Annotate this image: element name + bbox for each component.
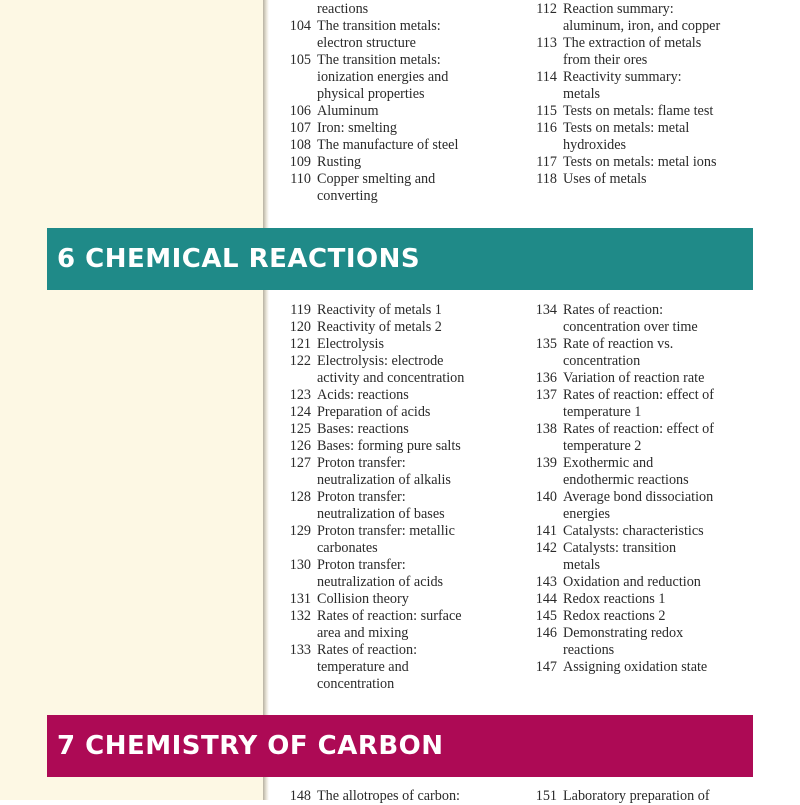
- contents-column-left: [283, 302, 523, 693]
- entry-title: [563, 120, 773, 154]
- contents-entry: [283, 642, 523, 693]
- entry-title: [317, 387, 523, 404]
- entry-title: [317, 154, 523, 171]
- entry-title-line: Redox reactions 2: [563, 608, 666, 624]
- contents-entry: [283, 608, 523, 642]
- entry-title: [563, 370, 773, 387]
- entry-number: 148: [289, 788, 311, 804]
- contents-entry: [283, 591, 523, 608]
- entry-number: 143: [535, 574, 557, 590]
- entry-title: [317, 302, 523, 319]
- entry-number: 109: [289, 154, 311, 170]
- contents-entry: [283, 302, 523, 319]
- contents-entry: [283, 1, 523, 18]
- entry-number: 142: [535, 540, 557, 556]
- contents-entry: [529, 1, 773, 35]
- entry-title-line: Proton transfer:: [317, 489, 406, 505]
- entry-number: 119: [290, 302, 311, 318]
- entry-title-line: Proton transfer:: [317, 557, 406, 573]
- entry-title: [317, 336, 523, 353]
- entry-number: 115: [536, 103, 557, 119]
- entry-title: [317, 353, 523, 387]
- entry-title: [563, 455, 773, 489]
- entry-title-line: Collision theory: [317, 591, 409, 607]
- entry-title: [317, 438, 523, 455]
- entry-number: 134: [535, 302, 557, 318]
- entry-title: [317, 52, 523, 103]
- contents-entry: [529, 608, 773, 625]
- contents-entry: [283, 353, 523, 387]
- contents-entry: [529, 788, 773, 805]
- contents-entry: [529, 421, 773, 455]
- contents-entry: [529, 171, 773, 188]
- entry-number: 125: [289, 421, 311, 437]
- entry-title-line: converting: [317, 188, 378, 204]
- entry-title-line: energies: [563, 506, 611, 522]
- entry-title: [563, 625, 773, 659]
- entry-title-line: temperature and: [317, 659, 409, 675]
- contents-column-right: [529, 1, 773, 188]
- entry-number: 121: [289, 336, 311, 352]
- entry-title-line: concentration: [563, 353, 641, 369]
- section-6-title: 6 CHEMICAL REACTIONS: [57, 244, 421, 274]
- entry-title-line: Bases: forming pure salts: [317, 438, 461, 454]
- entry-number: 128: [289, 489, 311, 505]
- entry-number: 151: [535, 788, 557, 804]
- entry-title-line: Rates of reaction:: [317, 642, 418, 658]
- entry-title-line: Aluminum: [317, 103, 379, 119]
- entry-title: [317, 455, 523, 489]
- contents-entry: [529, 659, 773, 676]
- entry-title-line: Demonstrating redox: [563, 625, 684, 641]
- entry-title-line: Tests on metals: flame test: [563, 103, 714, 119]
- entry-title-line: Proton transfer: metallic: [317, 523, 455, 539]
- entry-title: [317, 608, 523, 642]
- entry-number: 130: [289, 557, 311, 573]
- entry-number: 117: [536, 154, 557, 170]
- entry-title-line: Rate of reaction vs.: [563, 336, 674, 352]
- entry-title-line: electron structure: [317, 35, 416, 51]
- entry-title-line: Rates of reaction: effect of: [563, 421, 714, 437]
- entry-title-line: Exothermic and: [563, 455, 654, 471]
- entry-title: [563, 336, 773, 370]
- entry-title-line: Bases: reactions: [317, 421, 409, 437]
- entry-title-line: The allotropes of carbon:: [317, 788, 461, 804]
- entry-title-line: Rates of reaction: surface: [317, 608, 462, 624]
- contents-entry: [283, 438, 523, 455]
- entry-title: [317, 557, 523, 591]
- entry-title-line: Rusting: [317, 154, 362, 170]
- entry-number: 135: [535, 336, 557, 352]
- entry-title-line: Rates of reaction: effect of: [563, 387, 714, 403]
- entry-title-line: The transition metals:: [317, 52, 441, 68]
- entry-number: 106: [289, 103, 311, 119]
- entry-title-line: carbonates: [317, 540, 378, 556]
- entry-title-line: Reactivity of metals 1: [317, 302, 442, 318]
- entry-number: 136: [535, 370, 557, 386]
- entry-number: 108: [289, 137, 311, 153]
- contents-entry: [283, 421, 523, 438]
- entry-number: 141: [535, 523, 557, 539]
- entry-title-line: endothermic reactions: [563, 472, 689, 488]
- contents-entry: [283, 52, 523, 103]
- entry-title-line: area and mixing: [317, 625, 409, 641]
- entry-title-line: Average bond dissociation: [563, 489, 714, 505]
- contents-entry: [283, 788, 523, 805]
- entry-number: 146: [535, 625, 557, 641]
- contents-entry: [529, 120, 773, 154]
- entry-title: [563, 1, 773, 35]
- entry-title: [563, 591, 773, 608]
- section-7-banner: [47, 715, 753, 777]
- contents-column-right: [529, 788, 773, 805]
- contents-entry: [529, 154, 773, 171]
- contents-entry: [283, 103, 523, 120]
- entry-number: 138: [535, 421, 557, 437]
- entry-title-line: Oxidation and reduction: [563, 574, 701, 590]
- contents-entry: [283, 319, 523, 336]
- entry-title-line: Tests on metals: metal: [563, 120, 690, 136]
- entry-number: 118: [536, 171, 557, 187]
- contents-entry: [529, 625, 773, 659]
- entry-title-line: Rates of reaction:: [563, 302, 664, 318]
- entry-number: 116: [536, 120, 557, 136]
- entry-title: [563, 387, 773, 421]
- contents-entry: [283, 557, 523, 591]
- entry-title-line: neutralization of bases: [317, 506, 445, 522]
- entry-title: [563, 659, 773, 676]
- entry-title: [317, 137, 523, 154]
- entry-title: [317, 642, 523, 693]
- entry-number: 104: [289, 18, 311, 34]
- entry-title-line: metals: [563, 557, 601, 573]
- entry-number: 124: [289, 404, 311, 420]
- contents-entry: [283, 18, 523, 52]
- entry-number: 140: [535, 489, 557, 505]
- entry-title-line: reactions: [317, 1, 369, 17]
- entry-number: 144: [535, 591, 557, 607]
- contents-entry: [283, 489, 523, 523]
- contents-entry: [283, 137, 523, 154]
- cream-margin: [0, 0, 263, 800]
- entry-title-line: Variation of reaction rate: [563, 370, 705, 386]
- entry-title: [317, 421, 523, 438]
- entry-title: [563, 171, 773, 188]
- entry-title: [563, 35, 773, 69]
- contents-entry: [529, 540, 773, 574]
- entry-title: [563, 523, 773, 540]
- entry-title: [563, 574, 773, 591]
- entry-title: [317, 489, 523, 523]
- contents-entry: [283, 523, 523, 557]
- contents-entry: [529, 103, 773, 120]
- entry-title-line: The extraction of metals: [563, 35, 702, 51]
- entry-title: [317, 18, 523, 52]
- entry-number: 127: [289, 455, 311, 471]
- entry-title: [563, 103, 773, 120]
- entry-title-line: Reactivity of metals 2: [317, 319, 442, 335]
- entry-number: 129: [289, 523, 311, 539]
- entry-title-line: The manufacture of steel: [317, 137, 459, 153]
- entry-title: [563, 421, 773, 455]
- entry-title-line: The transition metals:: [317, 18, 441, 34]
- entry-title: [563, 788, 773, 805]
- contents-column-right: [529, 302, 773, 676]
- entry-number: 105: [289, 52, 311, 68]
- entry-title: [563, 540, 773, 574]
- entry-title-line: Reaction summary:: [563, 1, 674, 17]
- entry-title: [317, 404, 523, 421]
- entry-number: 122: [289, 353, 311, 369]
- contents-entry: [529, 523, 773, 540]
- contents-entry: [529, 387, 773, 421]
- entry-title-line: Reactivity summary:: [563, 69, 682, 85]
- entry-number: 126: [289, 438, 311, 454]
- entry-title-line: ionization energies and: [317, 69, 449, 85]
- contents-entry: [283, 336, 523, 353]
- entry-title: [563, 302, 773, 336]
- entry-title: [317, 523, 523, 557]
- entry-title: [563, 154, 773, 171]
- entry-title-line: Assigning oxidation state: [563, 659, 708, 675]
- entry-number: 131: [289, 591, 311, 607]
- entry-title-line: temperature 1: [563, 404, 642, 420]
- entry-title-line: Preparation of acids: [317, 404, 431, 420]
- entry-title-line: Electrolysis: [317, 336, 384, 352]
- entry-title-line: reactions: [563, 642, 615, 658]
- entry-title-line: physical properties: [317, 86, 425, 102]
- entry-title: [563, 69, 773, 103]
- entry-number: 112: [536, 1, 557, 17]
- contents-entry: [529, 35, 773, 69]
- section-7-title: 7 CHEMISTRY OF CARBON: [57, 731, 444, 761]
- contents-entry: [283, 455, 523, 489]
- entry-title: [317, 319, 523, 336]
- contents-entry: [283, 171, 523, 205]
- contents-entry: [529, 336, 773, 370]
- contents-entry: [283, 154, 523, 171]
- entry-number: 107: [289, 120, 311, 136]
- entry-title-line: neutralization of acids: [317, 574, 444, 590]
- entry-title-line: temperature 2: [563, 438, 642, 454]
- contents-entry: [529, 489, 773, 523]
- contents-entry: [529, 69, 773, 103]
- entry-title-line: Acids: reactions: [317, 387, 409, 403]
- contents-column-left: [283, 788, 523, 805]
- section-6-banner: [47, 228, 753, 290]
- entry-number: 147: [535, 659, 557, 675]
- entry-title-line: Catalysts: transition: [563, 540, 677, 556]
- entry-title: [317, 788, 523, 805]
- entry-title: [317, 120, 523, 137]
- contents-entry: [283, 404, 523, 421]
- entry-title: [317, 1, 523, 18]
- entry-number: 123: [289, 387, 311, 403]
- contents-column-left: [283, 1, 523, 205]
- entry-title-line: Iron: smelting: [317, 120, 397, 136]
- entry-title-line: Copper smelting and: [317, 171, 436, 187]
- entry-number: 137: [535, 387, 557, 403]
- entry-title: [317, 171, 523, 205]
- entry-number: 114: [536, 69, 557, 85]
- entry-number: 133: [289, 642, 311, 658]
- entry-number: 120: [289, 319, 311, 335]
- entry-title-line: Electrolysis: electrode: [317, 353, 444, 369]
- contents-entry: [283, 387, 523, 404]
- contents-entry: [529, 455, 773, 489]
- entry-title-line: activity and concentration: [317, 370, 465, 386]
- entry-title-line: from their ores: [563, 52, 648, 68]
- entry-number: 110: [290, 171, 311, 187]
- entry-number: 145: [535, 608, 557, 624]
- entry-title-line: Proton transfer:: [317, 455, 406, 471]
- entry-number: 139: [535, 455, 557, 471]
- contents-entry: [283, 120, 523, 137]
- entry-title-line: Tests on metals: metal ions: [563, 154, 717, 170]
- contents-entry: [529, 370, 773, 387]
- entry-title-line: hydroxides: [563, 137, 627, 153]
- entry-title: [317, 103, 523, 120]
- entry-title-line: concentration: [317, 676, 395, 692]
- contents-entry: [529, 574, 773, 591]
- entry-title-line: Laboratory preparation of: [563, 788, 710, 804]
- entry-number: 113: [536, 35, 557, 51]
- entry-title-line: Catalysts: characteristics: [563, 523, 704, 539]
- entry-title-line: neutralization of alkalis: [317, 472, 451, 488]
- entry-title-line: Uses of metals: [563, 171, 647, 187]
- entry-title-line: metals: [563, 86, 601, 102]
- contents-entry: [529, 591, 773, 608]
- entry-title-line: concentration over time: [563, 319, 698, 335]
- entry-title: [563, 489, 773, 523]
- contents-entry: [529, 302, 773, 336]
- entry-title-line: aluminum, iron, and copper: [563, 18, 721, 34]
- page-fold-shadow: [263, 0, 269, 800]
- entry-title-line: Redox reactions 1: [563, 591, 666, 607]
- entry-title: [563, 608, 773, 625]
- entry-title: [317, 591, 523, 608]
- entry-number: 132: [289, 608, 311, 624]
